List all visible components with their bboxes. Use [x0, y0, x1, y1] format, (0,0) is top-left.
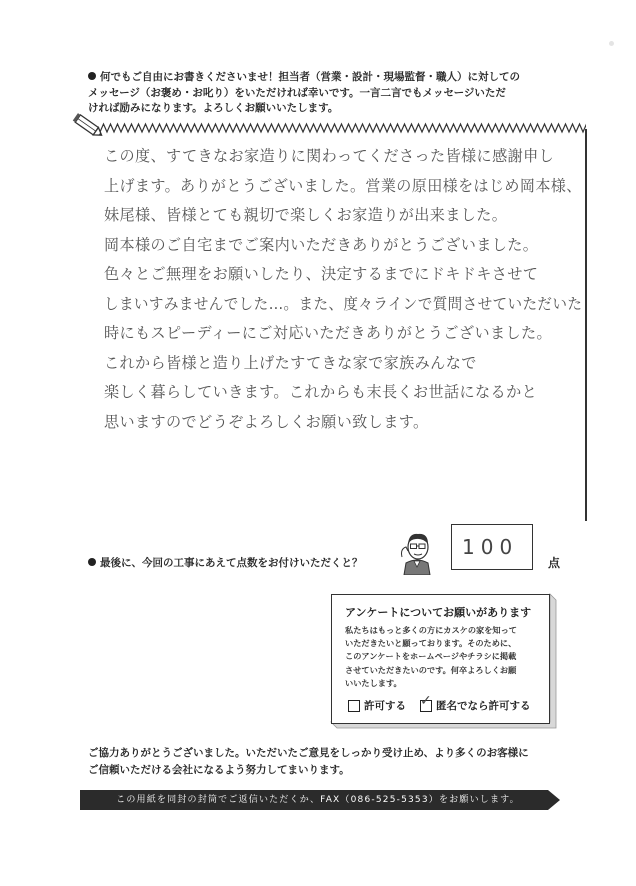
- score-unit: 点: [548, 556, 561, 570]
- scan-mark: [609, 41, 614, 46]
- allow-checkbox[interactable]: [348, 700, 360, 712]
- survey-body-line-1: 私たちはもっと多くの方にカスケの家を知って: [345, 625, 517, 635]
- option-allow[interactable]: [348, 698, 406, 713]
- check-mark-icon: ✓: [420, 692, 432, 709]
- handwritten-line-3: 妹尾様、皆様とても親切で楽しくお家造りが出来ました。: [104, 206, 508, 224]
- score-value: 100: [462, 535, 519, 559]
- intro-line-2: メッセージ（お褒め・お叱り）をいただければ幸いです。一言二言でもメッセージいただ: [88, 86, 506, 99]
- survey-body-line-4: させていただきたいのです。何卒よろしくお願: [345, 664, 517, 675]
- score-question: 最後に、今回の工事にあえて点数をお付けいただくと？: [88, 555, 363, 570]
- intro-line-3: ければ励みになります。よろしくお願いいたします。: [88, 102, 339, 114]
- handwritten-line-7: 時にもスピーディーにご対応いただきありがとうございました。: [104, 324, 553, 342]
- thanks-text: [88, 745, 578, 779]
- return-instructions-text: この用紙を同封の封筒でご返信いただくか、FAX（086-525-5353）をお願いします。: [116, 795, 520, 805]
- handwritten-message: [104, 142, 594, 437]
- anonymous-checkbox[interactable]: [420, 692, 432, 712]
- handwritten-line-10: 思いますのでどうぞよろしくお願い致します。: [104, 412, 429, 431]
- intro-text: [88, 70, 568, 117]
- thanks-line-1: ご協力ありがとうございました。いただいたご意見をしっかり受け止め、より多くのお客様に: [88, 747, 529, 759]
- option-allow-label: 許可する: [364, 700, 406, 712]
- handwritten-line-6: しまいすみませんでした…。また、度々ラインで質問させていただいた: [104, 294, 583, 313]
- handwritten-line-1: この度、すてきなお家造りに関わってくださった皆様に感謝申し: [104, 147, 555, 165]
- option-anonymous[interactable]: [420, 692, 531, 713]
- survey-body: [345, 624, 541, 690]
- mascot-person-icon: [398, 527, 436, 575]
- thanks-line-2: ご信頼いただける会社になるよう努力してまいります。: [88, 764, 350, 776]
- option-anonymous-label: 匿名でなら許可する: [436, 700, 531, 712]
- handwritten-line-2: 上げます。ありがとうございました。営業の原田様をはじめ岡本様、: [104, 176, 582, 195]
- bullet-icon: [88, 558, 96, 566]
- survey-title: アンケートについてお願いがあります: [345, 606, 532, 619]
- handwritten-line-5: 色々とご無理をお願いしたり、決定するまでにドキドキさせて: [104, 265, 539, 283]
- survey-body-line-2: いただきたいと願っております。そのために、: [345, 638, 517, 649]
- intro-line-1: 何でもご自由にお書きくださいませ！担当者（営業・設計・現場監督・職人）に対しての: [88, 70, 568, 86]
- handwritten-line-8: これから皆様と造り上げたすてきな家で家族みんなで: [104, 353, 477, 372]
- handwritten-line-9: 楽しく暮らしていきます。これからも末長くお世話になるかと: [104, 383, 538, 401]
- zigzag-border: [100, 122, 586, 134]
- survey-body-line-5: いいたします。: [345, 677, 402, 688]
- survey-body-line-3: このアンケートをホームページやチラシに掲載: [345, 651, 517, 662]
- bullet-icon: [88, 72, 96, 80]
- handwritten-line-4: 岡本様のご自宅までご案内いただきありがとうございました。: [104, 235, 539, 254]
